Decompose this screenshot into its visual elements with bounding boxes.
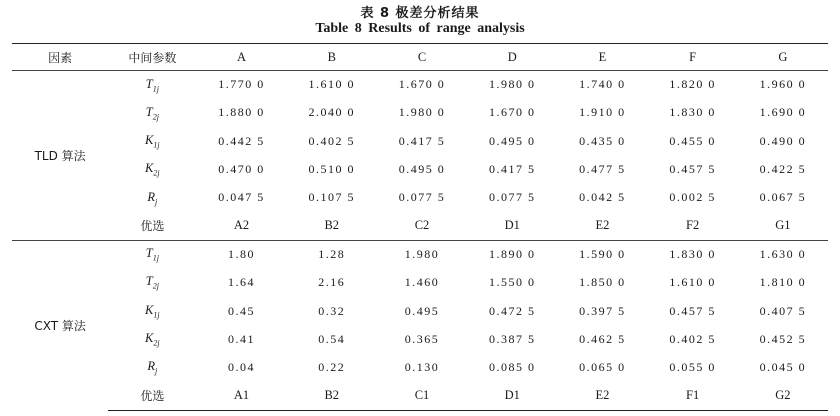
best-cell: D1 <box>467 382 557 410</box>
best-cell: G1 <box>775 218 791 233</box>
value-cell: 2.040 0 <box>308 105 356 120</box>
header-col-a: A <box>196 44 286 71</box>
value-cell: 0.407 5 <box>759 303 807 318</box>
value-cell: 0.495 0 <box>398 162 446 177</box>
value-cell: 0.365 <box>404 331 440 346</box>
param-subscript: j <box>155 197 158 207</box>
value-cell: 0.452 5 <box>759 331 807 346</box>
param-symbol: T <box>145 76 153 91</box>
table-row <box>12 99 828 127</box>
value-cell: 0.41 <box>228 331 256 346</box>
value-cell: 0.077 5 <box>398 190 446 205</box>
value-cell: 1.610 0 <box>669 275 716 290</box>
value-cell: 0.130 <box>404 360 440 375</box>
param-symbol: T <box>145 274 153 289</box>
best-cell: G2 <box>738 382 828 410</box>
value-cell: 1.830 0 <box>669 105 716 120</box>
value-cell: 0.002 5 <box>669 190 716 205</box>
best-cell: B2 <box>287 382 377 410</box>
table-row <box>12 184 828 212</box>
param-subscript: 2j <box>152 281 159 291</box>
table-row <box>12 353 828 381</box>
table-row <box>12 71 828 99</box>
value-cell: 0.457 5 <box>669 303 716 318</box>
value-cell: 2.16 <box>318 275 346 290</box>
value-cell: 1.64 <box>228 275 256 290</box>
value-cell: 1.80 <box>196 240 286 268</box>
value-cell: 1.770 0 <box>218 77 265 92</box>
value-cell: 1.890 0 <box>467 240 557 268</box>
best-cell: A2 <box>233 218 250 233</box>
param-symbol: K <box>145 302 154 317</box>
param-subscript: 2j <box>153 168 160 178</box>
table-row <box>12 127 828 155</box>
value-cell: 0.402 5 <box>308 133 356 148</box>
table-caption-chinese: 表 8 极差分析结果 <box>360 6 480 21</box>
value-cell: 1.810 0 <box>759 275 807 290</box>
value-cell: 1.980 0 <box>398 105 446 120</box>
table-row <box>12 297 828 325</box>
best-cell: E2 <box>595 218 610 233</box>
value-cell: 1.820 0 <box>669 77 716 92</box>
value-cell: 1.460 <box>404 275 440 290</box>
value-cell: 0.22 <box>318 360 346 375</box>
method-label: TLD 算法 <box>34 148 86 163</box>
param-subscript: 2j <box>152 112 159 122</box>
value-cell: 0.442 5 <box>218 133 265 148</box>
range-analysis-table <box>12 43 828 411</box>
param-subscript: 1j <box>153 140 160 150</box>
method-label: CXT 算法 <box>12 240 108 410</box>
header-col-e: E <box>557 44 647 71</box>
value-cell: 1.910 0 <box>579 105 626 120</box>
best-cell: C2 <box>414 218 430 233</box>
value-cell: 1.590 0 <box>557 240 647 268</box>
param-symbol: T <box>145 104 153 119</box>
value-cell: 1.670 0 <box>398 77 446 92</box>
param-cell <box>108 184 196 212</box>
value-cell: 0.435 0 <box>579 133 626 148</box>
best-cell: F2 <box>686 218 700 233</box>
header-col-d: D <box>467 44 557 71</box>
value-cell: 0.042 5 <box>579 190 626 205</box>
value-cell: 0.472 5 <box>488 303 536 318</box>
header-col-g: G <box>738 44 828 71</box>
value-cell: 0.397 5 <box>579 303 626 318</box>
value-cell: 0.457 5 <box>669 162 716 177</box>
param-cell <box>108 353 196 381</box>
value-cell: 0.065 0 <box>579 360 626 375</box>
value-cell: 0.54 <box>318 331 346 346</box>
table-body <box>12 71 828 411</box>
value-cell: 1.550 0 <box>488 275 536 290</box>
param-cell <box>108 99 196 127</box>
best-cell: F1 <box>648 382 738 410</box>
value-cell: 0.047 5 <box>218 190 265 205</box>
best-cell: B2 <box>324 218 340 233</box>
param-subscript: 1j <box>152 84 159 94</box>
value-cell: 0.470 0 <box>218 162 265 177</box>
best-label: 优选 <box>140 219 165 234</box>
value-cell: 1.980 0 <box>488 77 536 92</box>
value-cell: 1.830 0 <box>648 240 738 268</box>
param-subscript: 1j <box>153 310 160 320</box>
param-symbol: R <box>147 359 156 374</box>
value-cell: 0.04 <box>228 360 256 375</box>
value-cell: 0.107 5 <box>308 190 356 205</box>
value-cell: 0.45 <box>228 303 256 318</box>
header-col-c: C <box>377 44 467 71</box>
param-symbol: T <box>145 246 153 261</box>
value-cell: 0.387 5 <box>488 331 536 346</box>
value-cell: 0.495 <box>404 303 440 318</box>
param-cell <box>108 155 196 183</box>
best-cell: D1 <box>504 218 520 233</box>
value-cell: 0.477 5 <box>579 162 626 177</box>
param-subscript: 1j <box>152 253 159 263</box>
value-cell: 0.32 <box>318 303 346 318</box>
param-subscript: 2j <box>153 338 160 348</box>
param-subscript: j <box>155 366 158 376</box>
header-col-f: F <box>648 44 738 71</box>
table-row <box>12 269 828 297</box>
value-cell: 1.880 0 <box>218 105 265 120</box>
best-cell: C1 <box>377 382 467 410</box>
best-row <box>12 212 828 240</box>
header-col-b: B <box>287 44 377 71</box>
value-cell: 0.085 0 <box>488 360 536 375</box>
value-cell: 0.495 0 <box>488 133 536 148</box>
value-cell: 1.670 0 <box>488 105 536 120</box>
param-symbol: K <box>145 132 154 147</box>
value-cell: 1.960 0 <box>759 77 807 92</box>
value-cell: 1.28 <box>287 240 377 268</box>
value-cell: 0.422 5 <box>759 162 807 177</box>
value-cell: 0.402 5 <box>669 331 716 346</box>
best-cell: E2 <box>557 382 647 410</box>
param-cell <box>108 297 196 325</box>
param-symbol: R <box>147 189 156 204</box>
param-cell <box>108 71 196 99</box>
value-cell: 0.055 0 <box>669 360 716 375</box>
value-cell: 0.490 0 <box>759 133 807 148</box>
value-cell: 0.510 0 <box>308 162 356 177</box>
param-cell <box>108 127 196 155</box>
value-cell: 1.630 0 <box>738 240 828 268</box>
value-cell: 0.067 5 <box>759 190 807 205</box>
value-cell: 1.740 0 <box>579 77 626 92</box>
param-cell <box>108 269 196 297</box>
best-cell: A1 <box>196 382 286 410</box>
value-cell: 1.610 0 <box>308 77 356 92</box>
param-symbol: K <box>145 331 154 346</box>
value-cell: 0.045 0 <box>759 360 807 375</box>
value-cell: 1.690 0 <box>759 105 807 120</box>
value-cell: 1.850 0 <box>579 275 626 290</box>
best-row <box>12 382 828 410</box>
value-cell: 0.077 5 <box>488 190 536 205</box>
header-factor: 因素 <box>12 44 108 71</box>
param-cell <box>108 240 196 268</box>
table-row <box>12 325 828 353</box>
table-row <box>12 240 828 268</box>
header-param: 中间参数 <box>108 44 196 71</box>
value-cell: 0.455 0 <box>669 133 716 148</box>
value-cell: 1.980 <box>377 240 467 268</box>
value-cell: 0.417 5 <box>398 133 446 148</box>
header-row <box>12 44 828 71</box>
param-cell <box>108 325 196 353</box>
best-label: 优选 <box>108 382 196 410</box>
table-caption-english: Table 8 Results of range analysis <box>315 21 525 36</box>
param-symbol: K <box>145 161 154 176</box>
value-cell: 0.417 5 <box>488 162 536 177</box>
value-cell: 0.462 5 <box>579 331 626 346</box>
table-row <box>12 155 828 183</box>
